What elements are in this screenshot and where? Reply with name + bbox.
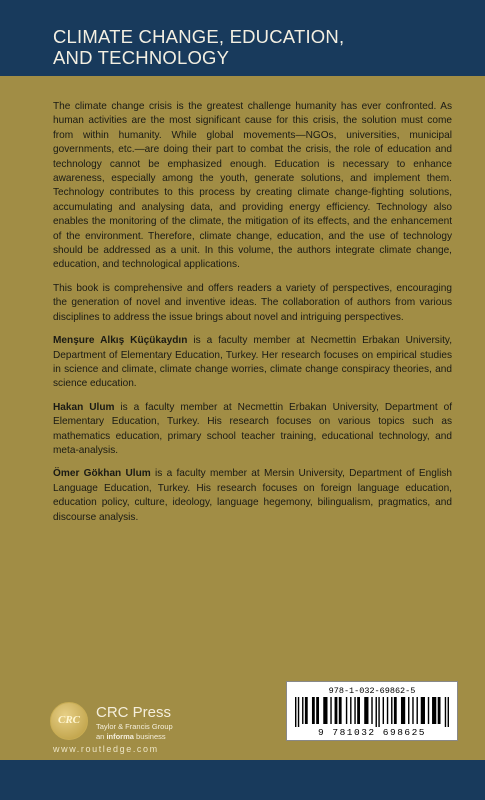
barcode-bar [323, 697, 327, 724]
author-name: Hakan Ulum [53, 401, 115, 413]
barcode-bar [383, 697, 384, 724]
barcode-bar [298, 697, 299, 727]
barcode-bar [305, 697, 308, 724]
author-bio [53, 401, 452, 459]
blurb-paragraph-1: The climate change crisis is the greatest challenge humanity has ever confronted. As human activities are the most significant cause for this crisis, the solution must come from within humanity. While global movements—NGOs, universities, municipal governments, etc.—are doing their part to combat the crisis, the role of education and technology cannot be emphasized enough. Education is necessary to enhance awareness, especially among the youth, generate solutions, and implement them. Technology contributes to this process by creating climate change-fighting solutions, accumulating and analysing data, and providing energy efficiency. Technology also enables the monitoring of the climate, the mitigation of its effects, and the enhancement of the environment. Therefore, climate change, education, and the use of technology should be addressed as a unit. In this volume, the authors integrate climate change, education, and technological applications. [53, 101, 452, 271]
barcode-bar [330, 697, 331, 724]
blurb-paragraph-2: This book is comprehensive and offers readers a variety of perspectives, encouraging the generation of novel and inventive ideas. The collaboration of authors from various disciplines to address the issue brings about novel and intriguing perspectives. [53, 282, 452, 323]
back-cover-blurb [53, 100, 452, 534]
barcode-bar [354, 697, 355, 724]
author-bio-text: is a faculty member at Necmettin Erbakan University, Department of Elementary Education, Turkey. Her research focuses on empirical studies in science and climate, climate change worries, climate change conspiracy theories, and science education. [53, 335, 452, 390]
barcode-bar [371, 697, 372, 724]
barcode-bars [295, 697, 449, 727]
bottom-band [0, 760, 485, 800]
barcode-bar [312, 697, 315, 724]
publisher-url: www.routledge.com [53, 744, 159, 754]
publisher-logo [50, 702, 250, 742]
barcode-bar [350, 697, 351, 724]
barcode-bar [417, 697, 418, 724]
publisher-tagline: an informa business [96, 732, 166, 741]
publisher-group: Taylor & Francis Group [96, 722, 173, 731]
barcode-bar [428, 697, 429, 724]
barcode-bar [432, 697, 436, 724]
crc-logo-icon [50, 702, 88, 740]
author-bio [53, 334, 452, 392]
author-name: Menşure Alkış Küçükaydın [53, 335, 188, 347]
barcode-bar [295, 697, 296, 727]
book-title [53, 26, 453, 68]
author-bio-text: is a faculty member at Mersin University, Department of English Language Education, Turkey. His research focuses on foreign language education, education policy, culture, ideology, language hegemony, bilingualism, pragmatics, and discourse analysis. [53, 468, 452, 523]
barcode-bar [378, 697, 379, 727]
barcode-bar [335, 697, 338, 724]
barcode-bar [408, 697, 409, 724]
title-line-2: AND TECHNOLOGY [53, 47, 230, 68]
barcode-bar [445, 697, 446, 727]
barcode-bar [394, 697, 397, 724]
barcode-bar [421, 697, 425, 724]
barcode-bar [387, 697, 388, 724]
barcode-bar [346, 697, 347, 724]
informa-brand: informa [106, 732, 134, 741]
barcode-bar [302, 697, 303, 724]
barcode-bar [391, 697, 392, 724]
title-line-1: CLIMATE CHANGE, EDUCATION, [53, 26, 345, 47]
publisher-name: CRC Press [96, 704, 172, 721]
isbn-barcode [286, 681, 458, 741]
barcode-bar [401, 697, 405, 724]
barcode-bar [357, 697, 360, 724]
barcode-bar [316, 697, 319, 724]
crc-logo-letters: CRC [57, 714, 80, 726]
isbn-number: 978-1-032-69862-5 [328, 686, 416, 696]
barcode-bar [376, 697, 377, 727]
barcode-bar [364, 697, 368, 724]
barcode-bar [448, 697, 449, 727]
barcode-bar [339, 697, 342, 724]
barcode-bar [438, 697, 441, 724]
author-name: Ömer Gökhan Ulum [53, 468, 151, 480]
author-bio [53, 467, 452, 525]
barcode-digits: 9 781032 698625 [317, 727, 426, 738]
author-bio-text: is a faculty member at Necmettin Erbakan University, Department of Elementary Education, Turkey. His research focuses on various topics such as mathematics education, primary school teacher training, educational technology, and meta-analysis. [53, 401, 452, 456]
barcode-bar [412, 697, 413, 724]
